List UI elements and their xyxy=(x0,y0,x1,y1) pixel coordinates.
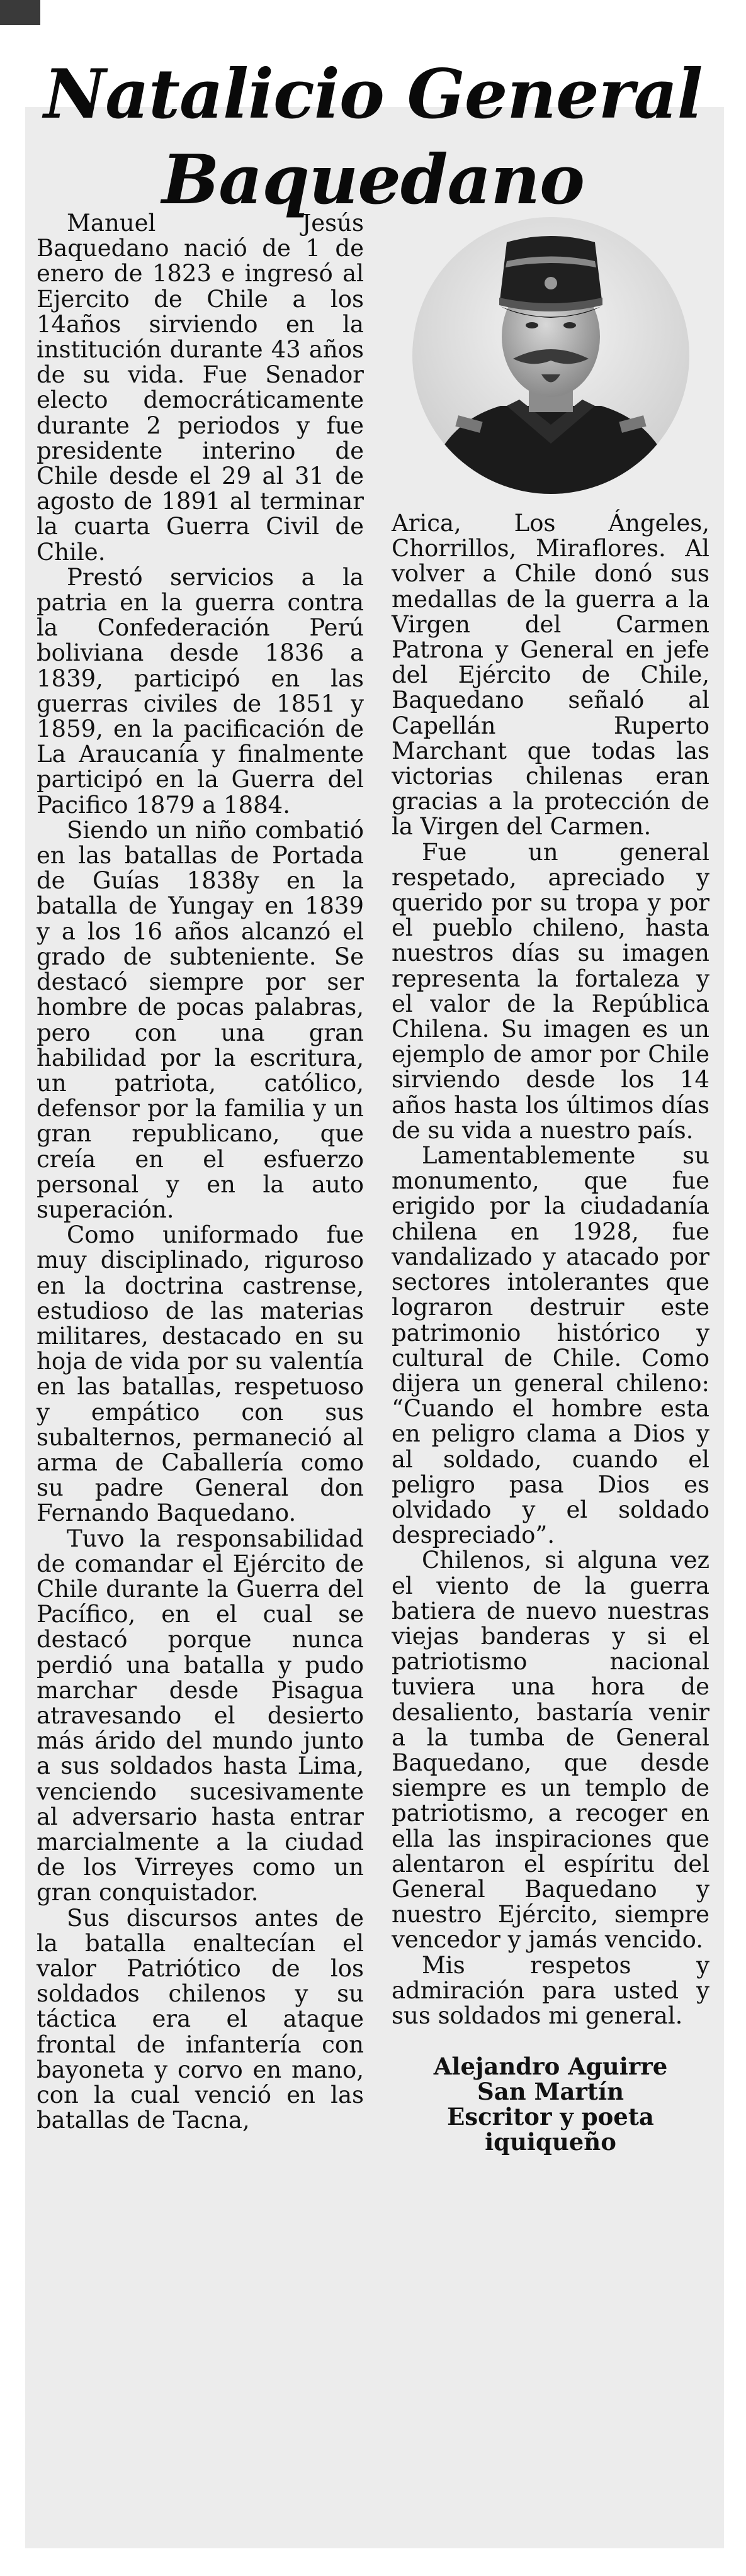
author-name-line-1: Alejandro Aguirre xyxy=(433,2052,668,2081)
title-line-2: Baquedano xyxy=(161,140,585,220)
article-title xyxy=(0,52,746,223)
general-portrait-image xyxy=(412,217,689,494)
paragraph: Tuvo la responsabilidad de comandar el Ejército de Chile durante la Guerra del Pacífico, en el cual se destacó porque nunca perdió una batalla y pudo marchar desde Pisagua atravesando el desierto más árido del mundo junto a sus soldados hasta Lima, venciendo sucesivamente al adversario hasta entrar marcialmente a la ciudad de los Virreyes como un gran conquistador. xyxy=(37,1525,364,1907)
paragraph: Manuel Jesús Baquedano nació de 1 de enero de 1823 e ingresó al Ejercito de Chile a los 14años sirviendo en la institución durante 43 años de su vida. Fue Senador electo democráticamente durante 2 periodos y fue presidente interino de Chile desde el 29 al 31 de agosto de 1891 al terminar la cuarta Guerra Civil de Chile. xyxy=(37,210,364,566)
paragraph: Como uniformado fue muy disciplinado, riguroso en la doctrina castrense, estudioso de las materias militares, destacado en su hoja de vida por su valentía en las batallas, respetuoso y empático con sus subalternos, permaneció al arma de Caballería como su padre General don Fernando Baquedano. xyxy=(37,1221,364,1527)
paragraph: Sus discursos antes de la batalla enaltecían el valor Patriótico de los soldados chilenos y su táctica era el ataque frontal de infantería con bayoneta y corvo en mano, con la cual venció en las batallas de Tacna, xyxy=(37,1904,364,2134)
paragraph: Lamentablemente su monumento, que fue erigido por la ciudadanía chilena en 1928, fue vandalizado y atacado por sectores intolerantes que lograron destruir este patrimonio histórico y cultural de Chile. Como dijera un general chileno: “Cuando el hombre esta en peligro clama a Dios y al soldado, cuando el peligro pasa Dios es olvidado y el soldado despreciado”. xyxy=(392,1142,709,1549)
paragraph-continued: Arica, Los Ángeles, Chorrillos, Miraflores. Al volver a Chile donó sus medallas de la guerra a la Virgen del Carmen Patrona y General en jefe del Ejército de Chile, Baquedano señaló al Capellán Ruperto Marchant que todas las victorias chilenas eran gracias a la protección de la Virgen del Carmen. xyxy=(392,510,709,841)
author-origin: iquiqueño xyxy=(485,2128,616,2156)
paragraph: Fue un general respetado, apreciado y querido por su tropa y por el pueblo chileno, hasta nuestros días su imagen representa la fortaleza y el valor de la República Chilena. Su imagen es un ejemplo de amor por Chile sirviendo desde los 14 años hasta los últimos días de su vida a nuestro país. xyxy=(392,838,709,1144)
paragraph: Mis respetos y admiración para usted y sus soldados mi general. xyxy=(392,1951,709,2029)
title-line-1: Natalicio General xyxy=(43,55,703,135)
author-signature xyxy=(392,2054,709,2154)
article-column-right xyxy=(392,511,709,2154)
paragraph: Prestó servicios a la patria en la guerra contra la Confederación Perú boliviana desde 1836 a 1839, participó en las guerras civiles de 1851 y 1859, en la pacificación de La Araucanía y finalmente participó en la Guerra del Pacifico 1879 a 1884. xyxy=(37,563,364,819)
author-role: Escritor y poeta xyxy=(447,2103,654,2131)
corner-block xyxy=(0,0,40,25)
article-column-left xyxy=(37,211,364,2133)
author-name-line-2: San Martín xyxy=(477,2078,624,2106)
paragraph: Siendo un niño combatió en las batallas de Portada de Guías 1838y en la batalla de Yungay en 1839 y a los 16 años alcanzó el grado de subteniente. Se destacó siempre por ser hombre de pocas palabras, pero con una gran habilidad por la escritura, un patriota, católico, defensor por la familia y un gran republicano, que creía en el esfuerzo personal y en la auto superación. xyxy=(37,816,364,1223)
paragraph: Chilenos, si alguna vez el viento de la guerra batiera de nuevo nuestras viejas banderas y si el patriotismo nacional tuviera una hora de desaliento, bastaría venir a la tumba de General Baquedano, que desde siempre es un templo de patriotismo, a recoger en ella las inspiraciones que alentaron el espíritu del General Baquedano y nuestro Ejército, siempre vencedor y jamás vencido. xyxy=(392,1547,709,1954)
